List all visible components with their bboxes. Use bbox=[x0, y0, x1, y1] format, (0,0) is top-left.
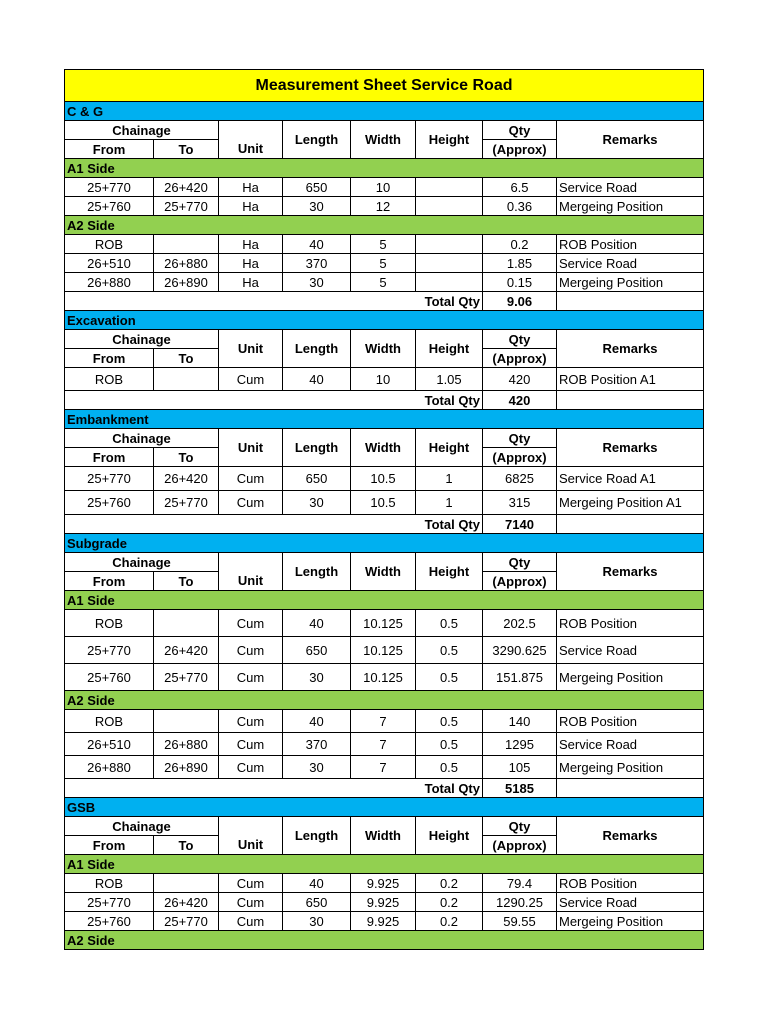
cell-remarks: Mergeing Position bbox=[557, 664, 704, 691]
cell-from: ROB bbox=[65, 710, 154, 733]
table-row bbox=[65, 254, 704, 273]
cell-length: 30 bbox=[283, 912, 351, 931]
cell-length: 370 bbox=[283, 733, 351, 756]
header-remarks: Remarks bbox=[557, 330, 704, 368]
total-value: 420 bbox=[483, 391, 557, 410]
cell-to: 26+420 bbox=[154, 467, 219, 491]
table-row bbox=[65, 197, 704, 216]
cell-height: 1 bbox=[416, 491, 483, 515]
cell-qty: 79.4 bbox=[483, 874, 557, 893]
cell-from: 25+760 bbox=[65, 197, 154, 216]
side-label: A2 Side bbox=[65, 216, 704, 235]
sheet-title-row bbox=[65, 70, 704, 102]
total-row bbox=[65, 779, 704, 798]
header-chainage: Chainage bbox=[65, 330, 219, 349]
cell-to: 26+880 bbox=[154, 254, 219, 273]
header-qty: Qty bbox=[483, 817, 557, 836]
total-row bbox=[65, 292, 704, 311]
cell-to bbox=[154, 710, 219, 733]
cell-height: 0.2 bbox=[416, 874, 483, 893]
cell-length: 30 bbox=[283, 273, 351, 292]
total-row bbox=[65, 515, 704, 534]
cell-width: 10 bbox=[351, 368, 416, 391]
cell-width: 9.925 bbox=[351, 912, 416, 931]
cell-from: ROB bbox=[65, 235, 154, 254]
table-row bbox=[65, 893, 704, 912]
cell-to: 26+890 bbox=[154, 273, 219, 292]
header-chainage: Chainage bbox=[65, 121, 219, 140]
cell-qty: 6825 bbox=[483, 467, 557, 491]
cell-length: 40 bbox=[283, 368, 351, 391]
header-length: Length bbox=[283, 121, 351, 159]
cell-length: 650 bbox=[283, 178, 351, 197]
cell-unit: Cum bbox=[219, 912, 283, 931]
cell-qty: 105 bbox=[483, 756, 557, 779]
cell-width: 10.5 bbox=[351, 467, 416, 491]
cell-height: 0.5 bbox=[416, 756, 483, 779]
header-unit-spacer bbox=[219, 553, 283, 572]
header-from: From bbox=[65, 836, 154, 855]
cell-width: 7 bbox=[351, 733, 416, 756]
cell-height: 0.5 bbox=[416, 610, 483, 637]
header-width: Width bbox=[351, 330, 416, 368]
cell-unit: Ha bbox=[219, 197, 283, 216]
cell-unit: Cum bbox=[219, 610, 283, 637]
header-height: Height bbox=[416, 553, 483, 591]
cell-height: 0.2 bbox=[416, 893, 483, 912]
cell-to bbox=[154, 235, 219, 254]
cell-to: 26+890 bbox=[154, 756, 219, 779]
cell-length: 30 bbox=[283, 664, 351, 691]
cell-unit: Cum bbox=[219, 874, 283, 893]
table-row bbox=[65, 756, 704, 779]
total-blank bbox=[557, 515, 704, 534]
header-qty-approx: (Approx) bbox=[483, 572, 557, 591]
side-label-row bbox=[65, 691, 704, 710]
cell-length: 30 bbox=[283, 197, 351, 216]
cell-unit: Cum bbox=[219, 637, 283, 664]
header-from: From bbox=[65, 448, 154, 467]
cell-length: 370 bbox=[283, 254, 351, 273]
cell-qty: 0.15 bbox=[483, 273, 557, 292]
header-to: To bbox=[154, 572, 219, 591]
column-header-row bbox=[65, 429, 704, 448]
header-unit: Unit bbox=[219, 572, 283, 591]
cell-width: 5 bbox=[351, 235, 416, 254]
cell-width: 10.125 bbox=[351, 637, 416, 664]
header-to: To bbox=[154, 836, 219, 855]
total-row bbox=[65, 391, 704, 410]
cell-from: 25+760 bbox=[65, 664, 154, 691]
header-to: To bbox=[154, 140, 219, 159]
cell-unit: Cum bbox=[219, 368, 283, 391]
cell-unit: Cum bbox=[219, 733, 283, 756]
table-row bbox=[65, 610, 704, 637]
cell-from: ROB bbox=[65, 610, 154, 637]
total-label: Total Qty bbox=[65, 292, 483, 311]
section-title: Subgrade bbox=[65, 534, 704, 553]
section-title-row bbox=[65, 798, 704, 817]
header-width: Width bbox=[351, 429, 416, 467]
cell-remarks: Service Road bbox=[557, 637, 704, 664]
cell-remarks: Mergeing Position bbox=[557, 756, 704, 779]
cell-qty: 0.2 bbox=[483, 235, 557, 254]
section-title-row bbox=[65, 410, 704, 429]
cell-remarks: Service Road bbox=[557, 733, 704, 756]
header-qty-approx: (Approx) bbox=[483, 836, 557, 855]
header-qty-approx: (Approx) bbox=[483, 448, 557, 467]
cell-to: 25+770 bbox=[154, 491, 219, 515]
cell-length: 40 bbox=[283, 235, 351, 254]
cell-length: 30 bbox=[283, 756, 351, 779]
cell-to: 26+420 bbox=[154, 893, 219, 912]
table-row bbox=[65, 710, 704, 733]
cell-to: 25+770 bbox=[154, 664, 219, 691]
cell-width: 12 bbox=[351, 197, 416, 216]
cell-from: 25+770 bbox=[65, 893, 154, 912]
cell-length: 40 bbox=[283, 710, 351, 733]
header-remarks: Remarks bbox=[557, 121, 704, 159]
cell-width: 9.925 bbox=[351, 874, 416, 893]
cell-from: 26+880 bbox=[65, 273, 154, 292]
header-to: To bbox=[154, 349, 219, 368]
header-width: Width bbox=[351, 817, 416, 855]
side-label: A1 Side bbox=[65, 855, 704, 874]
cell-remarks: Mergeing Position bbox=[557, 197, 704, 216]
side-label-row bbox=[65, 591, 704, 610]
cell-remarks: ROB Position A1 bbox=[557, 368, 704, 391]
cell-remarks: ROB Position bbox=[557, 710, 704, 733]
header-remarks: Remarks bbox=[557, 553, 704, 591]
header-unit: Unit bbox=[219, 429, 283, 467]
side-label: A2 Side bbox=[65, 931, 704, 950]
cell-qty: 420 bbox=[483, 368, 557, 391]
table-row bbox=[65, 874, 704, 893]
cell-qty: 202.5 bbox=[483, 610, 557, 637]
total-label: Total Qty bbox=[65, 515, 483, 534]
cell-unit: Ha bbox=[219, 254, 283, 273]
table-row bbox=[65, 467, 704, 491]
cell-width: 10.5 bbox=[351, 491, 416, 515]
header-length: Length bbox=[283, 553, 351, 591]
cell-unit: Cum bbox=[219, 893, 283, 912]
total-value: 9.06 bbox=[483, 292, 557, 311]
table-row bbox=[65, 491, 704, 515]
header-chainage: Chainage bbox=[65, 429, 219, 448]
cell-remarks: Mergeing Position bbox=[557, 912, 704, 931]
cell-height bbox=[416, 235, 483, 254]
section-title-row bbox=[65, 102, 704, 121]
cell-width: 10 bbox=[351, 178, 416, 197]
table-row bbox=[65, 664, 704, 691]
cell-from: 25+770 bbox=[65, 178, 154, 197]
header-height: Height bbox=[416, 330, 483, 368]
cell-unit: Cum bbox=[219, 467, 283, 491]
cell-width: 7 bbox=[351, 756, 416, 779]
table-row bbox=[65, 178, 704, 197]
cell-to bbox=[154, 874, 219, 893]
header-width: Width bbox=[351, 121, 416, 159]
cell-height: 1 bbox=[416, 467, 483, 491]
cell-remarks: ROB Position bbox=[557, 235, 704, 254]
cell-qty: 3290.625 bbox=[483, 637, 557, 664]
cell-height: 0.2 bbox=[416, 912, 483, 931]
cell-length: 650 bbox=[283, 467, 351, 491]
section-title: Embankment bbox=[65, 410, 704, 429]
cell-height: 0.5 bbox=[416, 710, 483, 733]
cell-height: 0.5 bbox=[416, 733, 483, 756]
header-height: Height bbox=[416, 429, 483, 467]
total-blank bbox=[557, 779, 704, 798]
total-blank bbox=[557, 292, 704, 311]
cell-from: 26+880 bbox=[65, 756, 154, 779]
cell-height bbox=[416, 273, 483, 292]
header-qty: Qty bbox=[483, 429, 557, 448]
header-width: Width bbox=[351, 553, 416, 591]
cell-unit: Ha bbox=[219, 178, 283, 197]
total-value: 5185 bbox=[483, 779, 557, 798]
cell-remarks: Mergeing Position bbox=[557, 273, 704, 292]
cell-qty: 315 bbox=[483, 491, 557, 515]
column-header-row bbox=[65, 121, 704, 140]
header-chainage: Chainage bbox=[65, 817, 219, 836]
cell-height bbox=[416, 197, 483, 216]
header-unit-spacer bbox=[219, 817, 283, 836]
header-qty-approx: (Approx) bbox=[483, 140, 557, 159]
header-from: From bbox=[65, 140, 154, 159]
total-label: Total Qty bbox=[65, 779, 483, 798]
table-row bbox=[65, 235, 704, 254]
cell-unit: Cum bbox=[219, 664, 283, 691]
cell-length: 40 bbox=[283, 610, 351, 637]
header-qty: Qty bbox=[483, 121, 557, 140]
cell-width: 5 bbox=[351, 254, 416, 273]
cell-to: 26+880 bbox=[154, 733, 219, 756]
cell-width: 7 bbox=[351, 710, 416, 733]
column-header-row bbox=[65, 817, 704, 836]
cell-height bbox=[416, 254, 483, 273]
table-row bbox=[65, 637, 704, 664]
cell-from: 25+760 bbox=[65, 491, 154, 515]
column-header-row bbox=[65, 553, 704, 572]
section-title: GSB bbox=[65, 798, 704, 817]
cell-width: 10.125 bbox=[351, 610, 416, 637]
side-label: A2 Side bbox=[65, 691, 704, 710]
cell-width: 9.925 bbox=[351, 893, 416, 912]
header-from: From bbox=[65, 349, 154, 368]
header-remarks: Remarks bbox=[557, 817, 704, 855]
header-length: Length bbox=[283, 330, 351, 368]
side-label: A1 Side bbox=[65, 159, 704, 178]
column-header-row bbox=[65, 330, 704, 349]
cell-width: 5 bbox=[351, 273, 416, 292]
cell-to: 26+420 bbox=[154, 637, 219, 664]
cell-from: 26+510 bbox=[65, 254, 154, 273]
cell-unit: Cum bbox=[219, 756, 283, 779]
cell-remarks: ROB Position bbox=[557, 874, 704, 893]
cell-to: 26+420 bbox=[154, 178, 219, 197]
header-to: To bbox=[154, 448, 219, 467]
cell-qty: 6.5 bbox=[483, 178, 557, 197]
cell-unit: Ha bbox=[219, 235, 283, 254]
cell-height bbox=[416, 178, 483, 197]
section-title: C & G bbox=[65, 102, 704, 121]
cell-height: 0.5 bbox=[416, 664, 483, 691]
cell-length: 650 bbox=[283, 637, 351, 664]
cell-from: 25+770 bbox=[65, 637, 154, 664]
table-row bbox=[65, 273, 704, 292]
cell-qty: 0.36 bbox=[483, 197, 557, 216]
cell-to bbox=[154, 610, 219, 637]
header-height: Height bbox=[416, 121, 483, 159]
cell-from: 26+510 bbox=[65, 733, 154, 756]
cell-from: ROB bbox=[65, 368, 154, 391]
cell-remarks: Mergeing Position A1 bbox=[557, 491, 704, 515]
cell-from: ROB bbox=[65, 874, 154, 893]
cell-from: 25+770 bbox=[65, 467, 154, 491]
table-row bbox=[65, 733, 704, 756]
header-height: Height bbox=[416, 817, 483, 855]
measurement-sheet-table bbox=[64, 69, 704, 950]
header-unit: Unit bbox=[219, 330, 283, 368]
cell-unit: Cum bbox=[219, 710, 283, 733]
cell-qty: 1.85 bbox=[483, 254, 557, 273]
cell-unit: Ha bbox=[219, 273, 283, 292]
header-from: From bbox=[65, 572, 154, 591]
cell-length: 30 bbox=[283, 491, 351, 515]
total-label: Total Qty bbox=[65, 391, 483, 410]
header-chainage: Chainage bbox=[65, 553, 219, 572]
cell-length: 650 bbox=[283, 893, 351, 912]
side-label: A1 Side bbox=[65, 591, 704, 610]
sheet-title: Measurement Sheet Service Road bbox=[65, 70, 704, 102]
side-label-row bbox=[65, 931, 704, 950]
cell-remarks: Service Road bbox=[557, 893, 704, 912]
cell-remarks: Service Road bbox=[557, 254, 704, 273]
cell-length: 40 bbox=[283, 874, 351, 893]
cell-qty: 59.55 bbox=[483, 912, 557, 931]
section-title-row bbox=[65, 311, 704, 330]
cell-to bbox=[154, 368, 219, 391]
total-blank bbox=[557, 391, 704, 410]
cell-width: 10.125 bbox=[351, 664, 416, 691]
side-label-row bbox=[65, 159, 704, 178]
cell-to: 25+770 bbox=[154, 912, 219, 931]
table-row bbox=[65, 368, 704, 391]
cell-height: 0.5 bbox=[416, 637, 483, 664]
cell-remarks: ROB Position bbox=[557, 610, 704, 637]
header-unit-spacer bbox=[219, 121, 283, 140]
cell-remarks: Service Road A1 bbox=[557, 467, 704, 491]
cell-to: 25+770 bbox=[154, 197, 219, 216]
section-title: Excavation bbox=[65, 311, 704, 330]
cell-qty: 140 bbox=[483, 710, 557, 733]
cell-qty: 151.875 bbox=[483, 664, 557, 691]
section-title-row bbox=[65, 534, 704, 553]
side-label-row bbox=[65, 216, 704, 235]
header-qty-approx: (Approx) bbox=[483, 349, 557, 368]
header-unit: Unit bbox=[219, 140, 283, 159]
header-qty: Qty bbox=[483, 553, 557, 572]
table-row bbox=[65, 912, 704, 931]
cell-unit: Cum bbox=[219, 491, 283, 515]
cell-from: 25+760 bbox=[65, 912, 154, 931]
header-qty: Qty bbox=[483, 330, 557, 349]
cell-qty: 1295 bbox=[483, 733, 557, 756]
cell-qty: 1290.25 bbox=[483, 893, 557, 912]
cell-height: 1.05 bbox=[416, 368, 483, 391]
total-value: 7140 bbox=[483, 515, 557, 534]
header-length: Length bbox=[283, 817, 351, 855]
cell-remarks: Service Road bbox=[557, 178, 704, 197]
header-length: Length bbox=[283, 429, 351, 467]
side-label-row bbox=[65, 855, 704, 874]
header-unit: Unit bbox=[219, 836, 283, 855]
header-remarks: Remarks bbox=[557, 429, 704, 467]
